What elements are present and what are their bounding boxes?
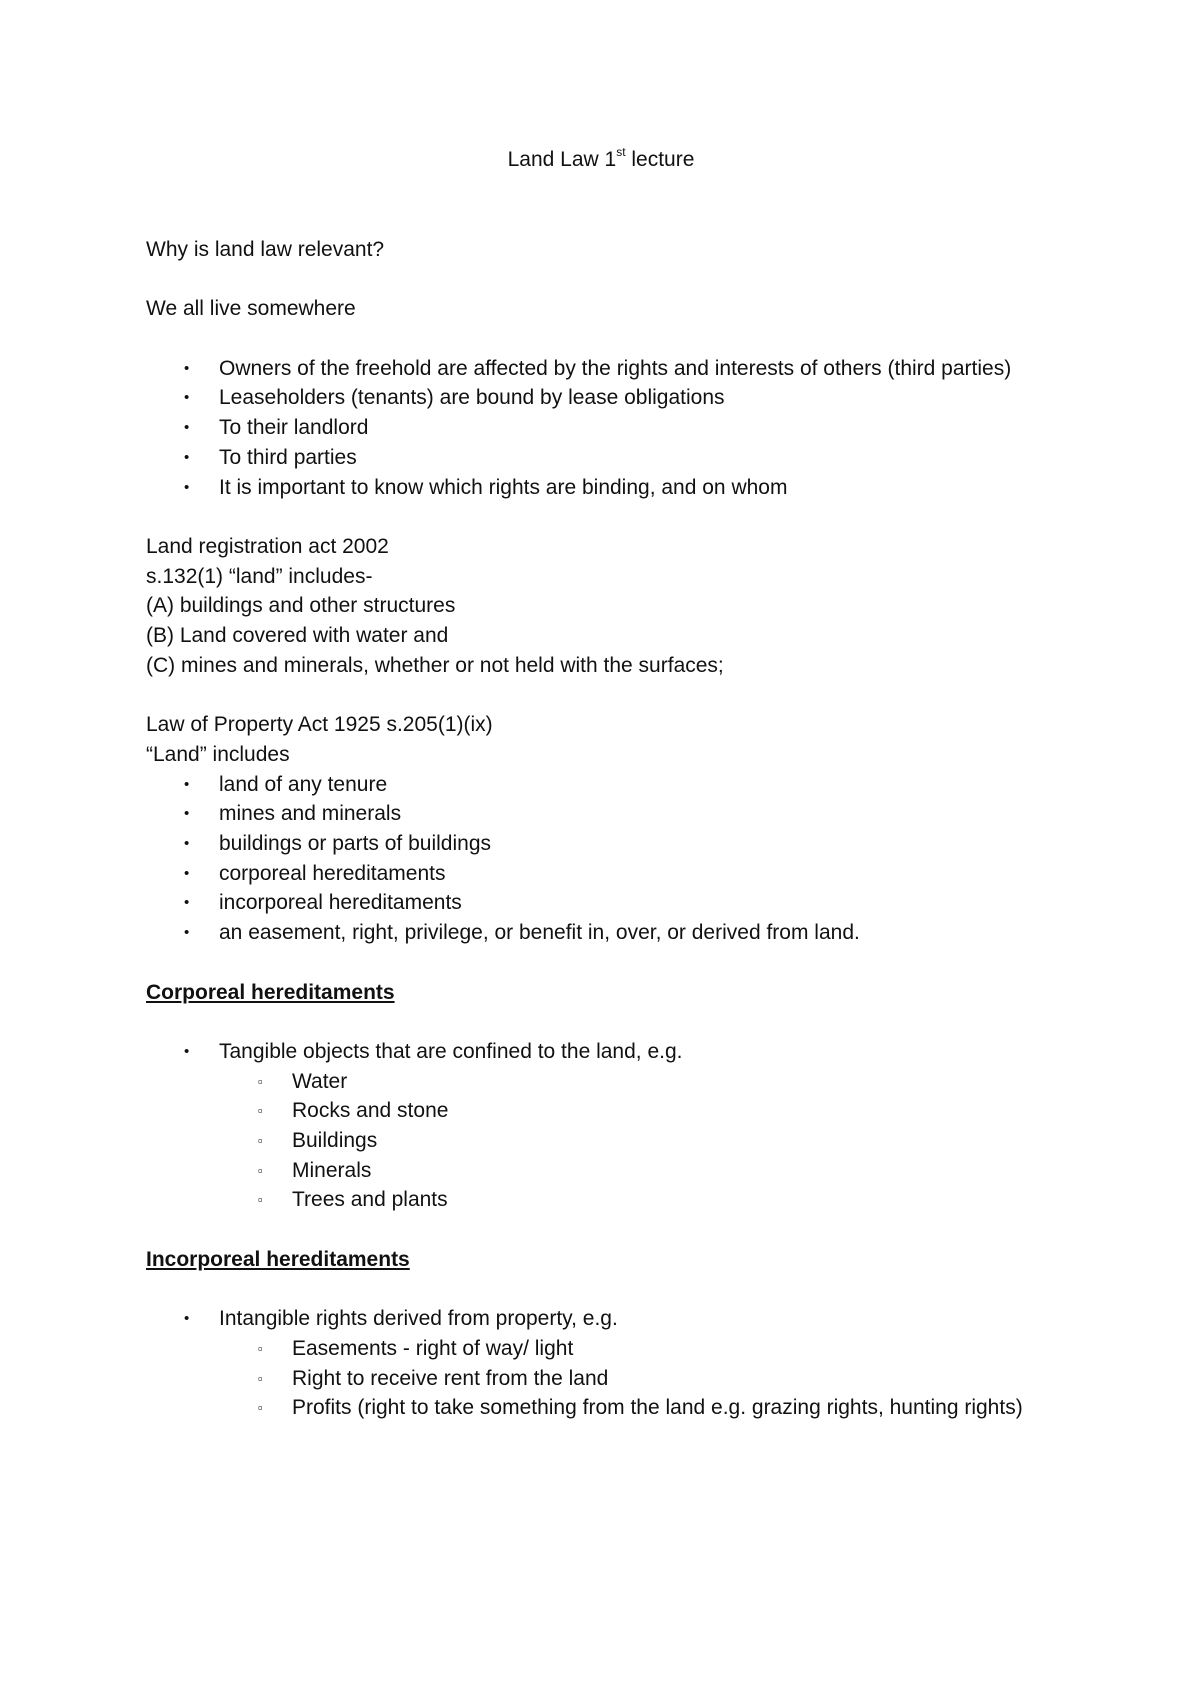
bullet-icon: • [184, 359, 190, 377]
list-item-text: land of any tenure [219, 772, 388, 796]
bullet-icon: • [184, 924, 190, 942]
square-bullet-icon: ▫ [258, 1073, 263, 1089]
list-item-text: To their landlord [219, 416, 369, 440]
sub-list-item-text: Water [292, 1069, 348, 1093]
incorporeal-sub-list [146, 1334, 1056, 1423]
list-item-text: buildings or parts of buildings [219, 832, 491, 855]
list-item-text: To third parties [219, 445, 357, 469]
square-bullet-icon: ▫ [258, 1133, 263, 1148]
spacer [146, 681, 1056, 711]
list-item [146, 799, 1056, 829]
sub-list-item [146, 1185, 1056, 1215]
spacer [146, 1007, 1056, 1037]
intro-bullet-list [146, 354, 1056, 503]
bullet-icon: • [184, 805, 190, 823]
list-item-text: mines and minerals [219, 802, 402, 826]
sub-list-item-text: Rocks and stone [292, 1099, 449, 1123]
title-superscript: st [616, 145, 626, 159]
list-item [146, 829, 1056, 859]
spacer [146, 265, 1056, 295]
sub-list-item [146, 1096, 1056, 1126]
spacer [146, 324, 1056, 354]
lra-item: (B) Land covered with water and [146, 624, 449, 648]
lra-item: (A) buildings and other structures [146, 594, 456, 618]
square-bullet-icon: ▫ [258, 1340, 263, 1356]
lra-section: s.132(1) “land” includes- [146, 564, 373, 588]
corporeal-heading: Corporeal hereditaments [146, 980, 395, 1004]
square-bullet-icon: ▫ [258, 1103, 263, 1119]
square-bullet-icon: ▫ [258, 1370, 263, 1386]
document-body [146, 145, 1056, 1423]
list-item [146, 443, 1056, 473]
square-bullet-icon: ▫ [258, 1192, 263, 1208]
bullet-icon: • [184, 1310, 190, 1328]
sub-list-item-text: Right to receive rent from the land [292, 1366, 609, 1390]
list-item-text: Tangible objects that are confined to the land, e.g. [219, 1039, 683, 1063]
bullet-icon: • [184, 448, 190, 466]
list-item-text: corporeal hereditaments [219, 861, 446, 885]
bullet-icon: • [184, 835, 190, 852]
corporeal-bullet-list [146, 1037, 1056, 1067]
list-item-text: Leaseholders (tenants) are bound by lease obligations [219, 386, 725, 410]
list-item [146, 770, 1056, 800]
sub-list-item-text: Easements - right of way/ light [292, 1336, 574, 1360]
bullet-icon: • [184, 1042, 190, 1060]
list-item [146, 1304, 1056, 1334]
sub-list-item-text: Profits (right to take something from the land e.g. grazing rights, hunting rights) [292, 1396, 1023, 1420]
sub-list-item [146, 1126, 1056, 1156]
list-item [146, 1037, 1056, 1067]
title-tail: lecture [625, 148, 695, 171]
title-text: Land Law 1 [507, 148, 617, 171]
lpa-heading: Law of Property Act 1925 s.205(1)(ix) [146, 713, 493, 737]
list-item-text: Owners of the freehold are affected by the rights and interests of others (third parties) [219, 356, 1012, 380]
lpa-bullet-list [146, 770, 1056, 948]
incorporeal-heading: Incorporeal hereditaments [146, 1247, 410, 1271]
intro-question: Why is land law relevant? [146, 238, 385, 261]
sub-list-item [146, 1393, 1056, 1423]
spacer [146, 1215, 1056, 1245]
spacer [146, 175, 1056, 235]
list-item [146, 354, 1056, 384]
lpa-intro: “Land” includes [146, 742, 290, 766]
spacer [146, 948, 1056, 978]
list-item [146, 473, 1056, 503]
sub-list-item [146, 1334, 1056, 1364]
list-item-text: Intangible rights derived from property, e.g. [219, 1307, 618, 1331]
lra-item: (C) mines and minerals, whether or not held with the surfaces; [146, 653, 724, 677]
list-item [146, 383, 1056, 413]
list-item [146, 918, 1056, 948]
sub-list-item-text: Trees and plants [292, 1188, 448, 1212]
spacer [146, 1275, 1056, 1305]
square-bullet-icon: ▫ [258, 1400, 263, 1416]
list-item [146, 413, 1056, 443]
bullet-icon: • [184, 478, 190, 496]
corporeal-sub-list [146, 1067, 1056, 1216]
list-item [146, 859, 1056, 889]
sub-list-item [146, 1364, 1056, 1394]
bullet-icon: • [184, 864, 190, 882]
incorporeal-bullet-list [146, 1304, 1056, 1334]
sub-list-item [146, 1067, 1056, 1097]
intro-statement: We all live somewhere [146, 297, 356, 321]
sub-list-item-text: Buildings [292, 1129, 378, 1152]
list-item-text: It is important to know which rights are binding, and on whom [219, 475, 788, 499]
lra-heading: Land registration act 2002 [146, 534, 389, 558]
bullet-icon: • [184, 389, 190, 407]
list-item [146, 888, 1056, 918]
bullet-icon: • [184, 775, 190, 793]
page-title [146, 145, 1056, 175]
list-item-text: incorporeal hereditaments [219, 891, 462, 915]
spacer [146, 502, 1056, 532]
square-bullet-icon: ▫ [258, 1162, 263, 1178]
sub-list-item [146, 1156, 1056, 1186]
list-item-text: an easement, right, privilege, or benefit in, over, or derived from land. [219, 921, 860, 945]
bullet-icon: • [184, 894, 190, 912]
bullet-icon: • [184, 419, 190, 437]
sub-list-item-text: Minerals [292, 1158, 372, 1182]
